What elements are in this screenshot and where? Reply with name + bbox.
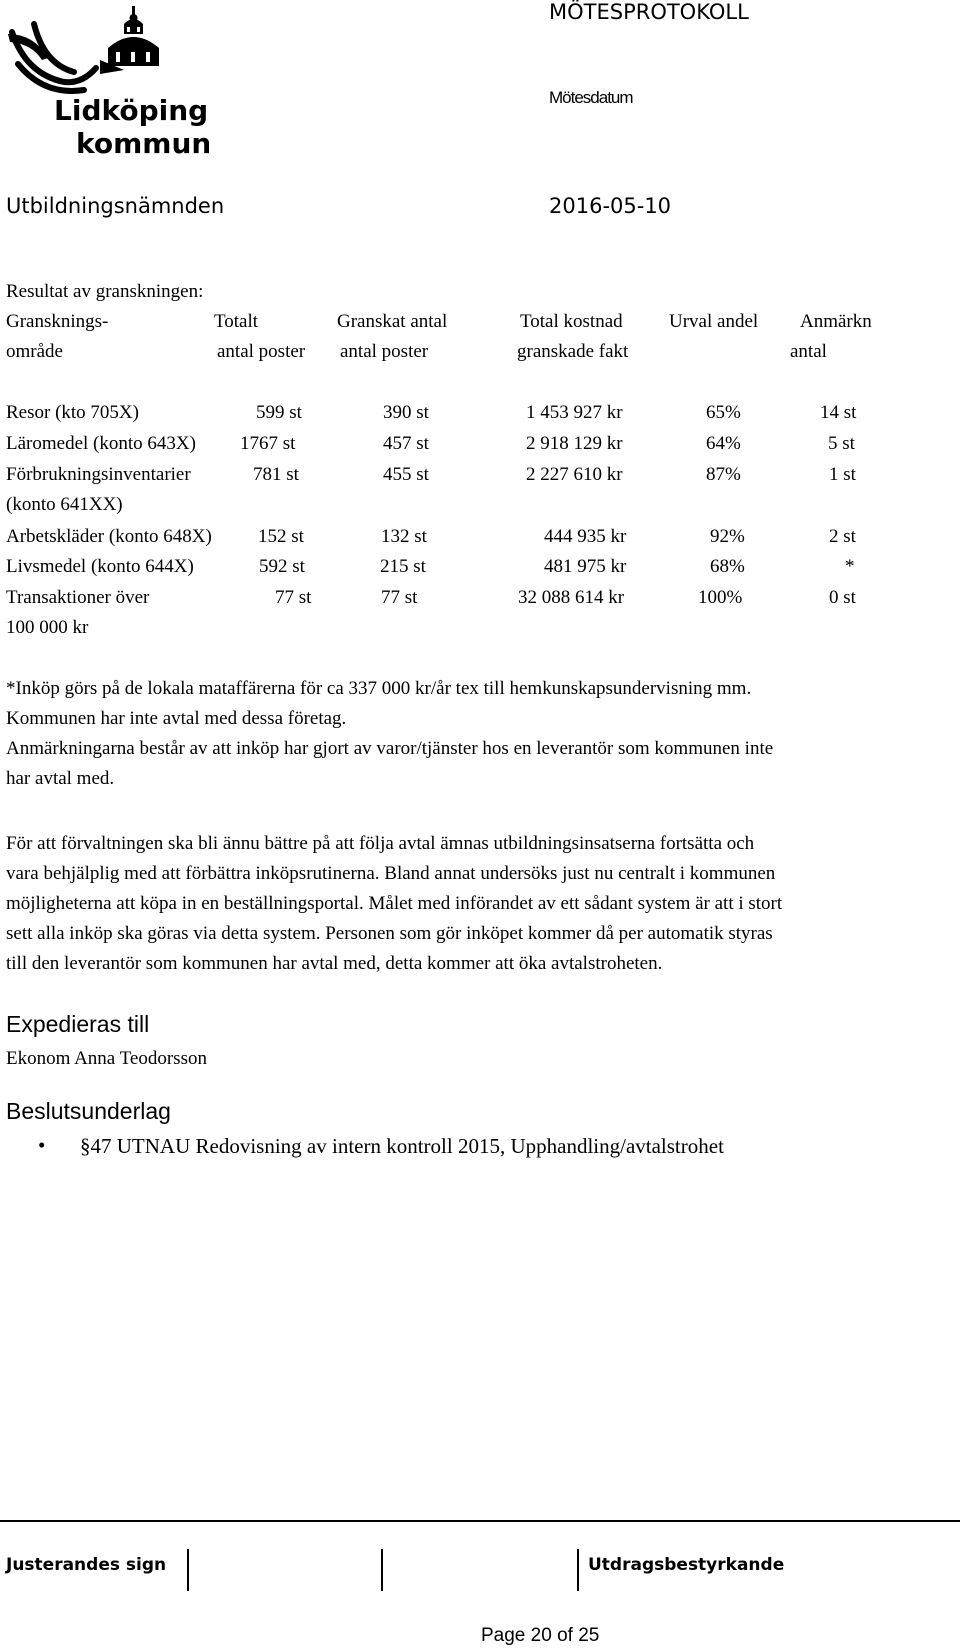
cell-cost: 444 935 kr: [544, 526, 627, 547]
cell-total: 1767 st: [240, 433, 296, 454]
meeting-date-label: Mötesdatum: [549, 88, 633, 107]
cell-total: 77 st: [275, 587, 312, 608]
cell-share: 92%: [710, 526, 745, 547]
cell-share: 64%: [706, 433, 741, 454]
paragraph-line: sett alla inköp ska göras via detta system. Personen som gör inköpet kommer då per automatik styras: [6, 923, 773, 944]
page-number: Page 20 of 25: [481, 1625, 600, 1646]
cell-area: Arbetskläder (konto 648X): [6, 526, 212, 547]
col-share-header: Urval andel: [669, 311, 759, 332]
body-paragraph: [6, 829, 946, 979]
table-row: [0, 433, 960, 457]
results-title: Resultat av granskningen:: [6, 281, 204, 302]
cell-remarks: 1 st: [829, 464, 856, 485]
cell-remarks: *: [845, 556, 855, 577]
cell-reviewed: 132 st: [381, 526, 427, 547]
cell-remarks: 0 st: [829, 587, 856, 608]
cell-reviewed: 215 st: [380, 556, 426, 577]
cell-area: Livsmedel (konto 644X): [6, 556, 194, 577]
table-row: [0, 587, 960, 611]
notes-block: [6, 674, 946, 794]
table-row: [0, 464, 960, 488]
municipality-logo: [4, 4, 209, 164]
note-line: *Inköp görs på de lokala mataffärerna för ca 337 000 kr/år tex till hemkunskapsundervisning mm.: [6, 678, 752, 699]
cell-cost: 1 453 927 kr: [526, 402, 623, 423]
cell-total: 599 st: [256, 402, 302, 423]
col-cost-header: Total kostnad: [520, 311, 623, 332]
paragraph-line: vara behjälplig med att förbättra inköpsrutinerna. Bland annat undersöks just nu centralt i kommunen: [6, 863, 776, 884]
cell-share: 65%: [706, 402, 741, 423]
cell-area-continued: 100 000 kr: [6, 617, 89, 638]
sign-field-divider: [577, 1549, 579, 1591]
cell-share: 100%: [698, 587, 743, 608]
expedieras-heading: Expedieras till: [6, 1011, 150, 1037]
col-remarks-header: Anmärkn: [800, 311, 872, 332]
cell-area-continued: (konto 641XX): [6, 494, 123, 515]
cell-share: 87%: [706, 464, 741, 485]
table-header-row-1: [0, 311, 960, 335]
cell-area: Förbrukningsinventarier: [6, 464, 191, 485]
note-line: har avtal med.: [6, 768, 115, 789]
col-total-header-2: antal poster: [217, 341, 306, 362]
cell-share: 68%: [710, 556, 745, 577]
col-remarks-header-2: antal: [790, 341, 827, 362]
committee-name: Utbildningsnämnden: [6, 194, 225, 218]
expedieras-recipient: Ekonom Anna Teodorsson: [6, 1048, 207, 1069]
table-row: [0, 526, 960, 550]
cell-total: 592 st: [259, 556, 305, 577]
cell-cost: 32 088 614 kr: [518, 587, 625, 608]
logo-text-line1: Lidköpings: [54, 94, 209, 127]
cell-reviewed: 77 st: [381, 587, 418, 608]
cell-cost: 481 975 kr: [544, 556, 627, 577]
logo-text-line2: kommun: [76, 127, 209, 160]
cell-cost: 2 918 129 kr: [526, 433, 623, 454]
paragraph-line: möjligheterna att köpa in en beställningsportal. Målet med införandet av ett sådant system är att i stort: [6, 893, 783, 914]
cell-total: 152 st: [258, 526, 304, 547]
cell-area: Läromedel (konto 643X): [6, 433, 196, 454]
table-row: [0, 402, 960, 426]
table-row: [0, 556, 960, 580]
cell-remarks: 2 st: [829, 526, 856, 547]
paragraph-line: till den leverantör som kommunen har avtal med, detta kommer att öka avtalstroheten.: [6, 953, 663, 974]
cell-area: Transaktioner över: [6, 587, 150, 608]
cell-area: Resor (kto 705X): [6, 402, 139, 423]
cell-cost: 2 227 610 kr: [526, 464, 623, 485]
cell-remarks: 14 st: [820, 402, 857, 423]
cell-reviewed: 455 st: [383, 464, 429, 485]
note-line: Anmärkningarna består av att inköp har gjort av varor/tjänster hos en leverantör som kommunen inte: [6, 738, 774, 759]
note-line: Kommunen har inte avtal med dessa företag.: [6, 708, 347, 729]
sign-field-divider: [381, 1549, 383, 1591]
cell-reviewed: 390 st: [383, 402, 429, 423]
table-row-continuation: [0, 617, 960, 641]
col-reviewed-header-2: antal poster: [340, 341, 429, 362]
col-area-header: Gransknings-: [6, 311, 109, 332]
lidkoping-logo-emblem: [4, 4, 209, 164]
col-cost-header-2: granskade fakt: [517, 341, 629, 362]
col-total-header: Totalt: [214, 311, 259, 332]
table-header-row-2: [0, 341, 960, 365]
sign-field-divider: [187, 1549, 189, 1591]
paragraph-line: För att förvaltningen ska bli ännu bättre på att följa avtal ämnas utbildningsinsatserna fortsätta och: [6, 833, 755, 854]
beslutsunderlag-heading: Beslutsunderlag: [6, 1098, 171, 1124]
col-area-header-2: område: [6, 341, 63, 362]
cell-reviewed: 457 st: [383, 433, 429, 454]
meeting-date: 2016-05-10: [549, 194, 672, 218]
footer-sign-label: Justerandes sign: [6, 1555, 167, 1575]
bullet-icon: •: [38, 1133, 46, 1157]
cell-total: 781 st: [253, 464, 299, 485]
col-reviewed-header: Granskat antal: [337, 311, 448, 332]
footer-extract-label: Utdragsbestyrkande: [588, 1555, 785, 1575]
table-row-continuation: [0, 494, 960, 518]
footer-divider: [0, 1520, 960, 1522]
document-type: MÖTESPROTOKOLL: [549, 0, 749, 24]
cell-remarks: 5 st: [828, 433, 855, 454]
beslutsunderlag-item[interactable]: §47 UTNAU Redovisning av intern kontroll 2015, Upphandling/avtalstrohet: [80, 1134, 724, 1158]
